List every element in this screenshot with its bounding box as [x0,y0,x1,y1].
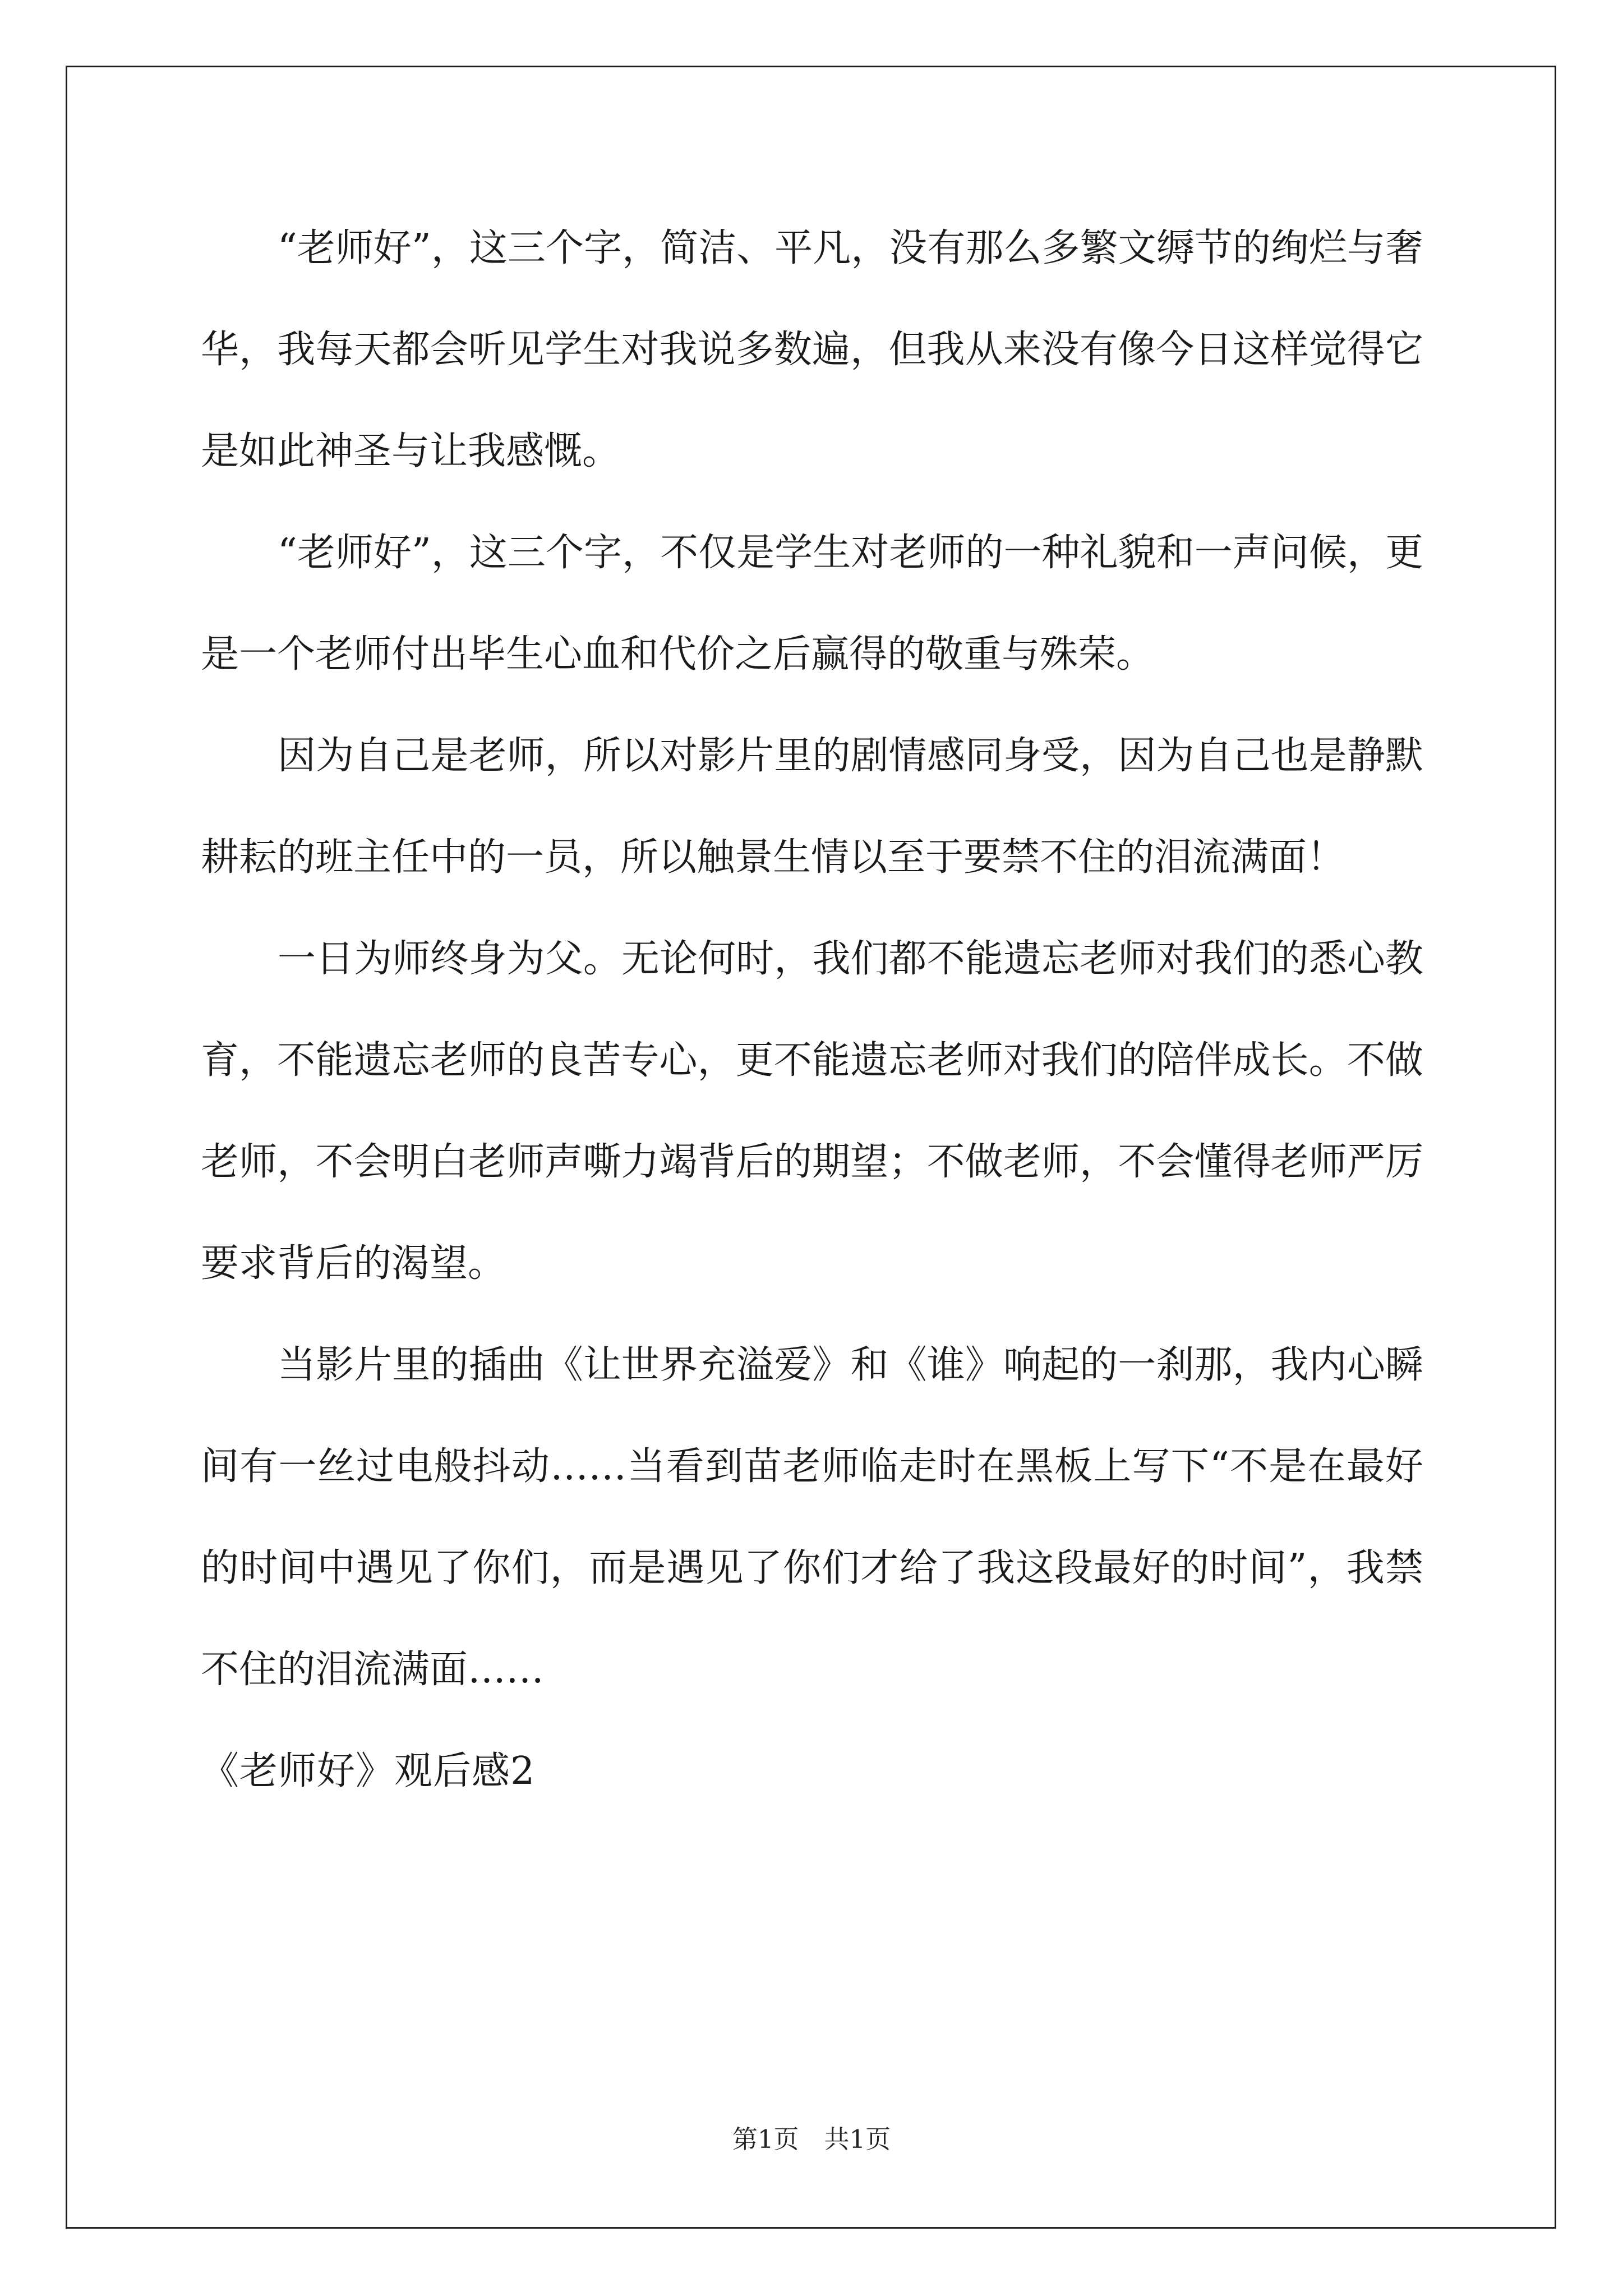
document-body [201,197,1423,1822]
paragraph-4: 一日为师终身为父。无论何时，我们都不能遗忘老师对我们的悉心教育，不能遗忘老师的良苦专心，更不能遗忘老师对我们的陪伴成长。不做老师，不会明白老师声嘶力竭背后的期望；不做老师，不会懂得老师严厉要求背后的渴望。 [201,937,1423,1286]
paragraph-5: 当影片里的插曲《让世界充溢爱》和《谁》响起的一刹那，我内心瞬间有一丝过电般抖动……当看到苗老师临走时在黑板上写下“不是在最好的时间中遇见了你们，而是遇见了你们才给了我这段最好的时间”，我禁不住的泪流满面…… [201,1343,1423,1692]
paragraph-2: “老师好”，这三个字，不仅是学生对老师的一种礼貌和一声问候，更是一个老师付出毕生心血和代价之后赢得的敬重与殊荣。 [201,531,1423,677]
page-footer: 第1页 共1页 [732,2124,891,2154]
section-heading: 《老师好》观后感2 [201,1749,536,1793]
paragraph-1: “老师好”，这三个字，简洁、平凡，没有那么多繁文缛节的绚烂与奢华，我每天都会听见学生对我说多数遍，但我从来没有像今日这样觉得它是如此神圣与让我感慨。 [201,226,1423,473]
paragraph-3: 因为自己是老师，所以对影片里的剧情感同身受，因为自己也是静默耕耘的班主任中的一员，所以触景生情以至于要禁不住的泪流满面！ [201,734,1423,880]
